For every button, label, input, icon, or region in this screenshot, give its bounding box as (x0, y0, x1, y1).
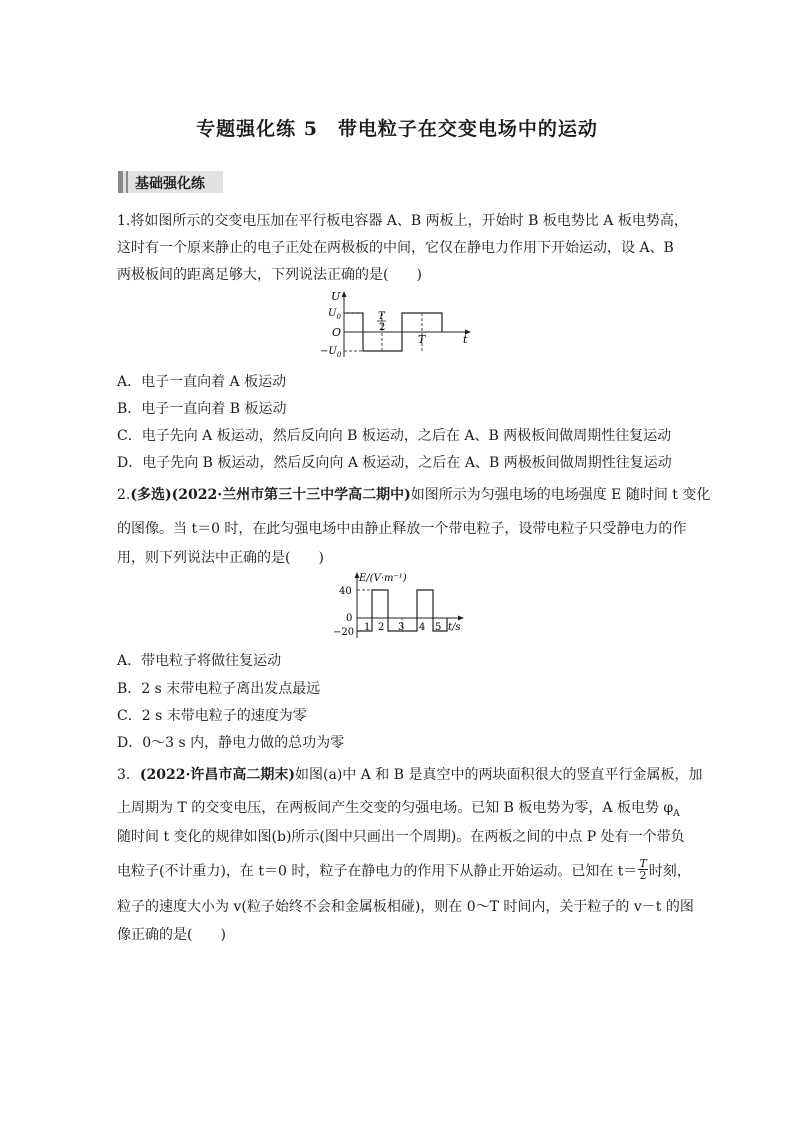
q2-stem-line-3: 用，则下列说法中正确的是( ) (117, 550, 324, 566)
q1-option-d: D．电子先向 B 板运动，然后反向向 A 板运动，之后在 A、B 两极板间做周期性往复运动 (117, 455, 672, 471)
page-title: 专题强化练 5 带电粒子在交变电场中的运动 (196, 118, 598, 140)
section-tag (118, 171, 223, 193)
q1-option-b: B．电子一直向着 B 板运动 (117, 401, 287, 417)
q1-label-origin: O (332, 326, 342, 339)
q1-stem-line-2: 这时有一个原来静止的电子正处在两极板的中间，它仅在静电力作用下开始运动，设 A、B (117, 240, 674, 256)
q3-number: 3． (117, 767, 140, 783)
q2-stem-line-2: 的图像。当 t＝0 时，在此匀强电场中由静止释放一个带电粒子，设带电粒子只受静电力的作 (117, 521, 687, 537)
q1-label-half-t-num: T (378, 311, 385, 322)
q1-label-half-t-den: 2 (379, 322, 386, 333)
q3-stem-line-1 (117, 764, 702, 784)
q2-tick-3: 3 (398, 622, 405, 633)
q3-fraction-den: 2 (639, 869, 647, 882)
section-tag-bar (126, 171, 128, 193)
q2-tick-2: 2 (378, 622, 385, 633)
q3-stem-line-1-rest: 如图(a)中 A 和 B 是真空中的两块面积很大的竖直平行金属板，加 (295, 767, 703, 783)
q1-stem-line-3: 两极板间的距离足够大，下列说法正确的是( ) (117, 267, 422, 283)
q2-option-b: B．2 s 末带电粒子离出发点最远 (117, 681, 321, 697)
q2-label-y: E/(V·m⁻¹) (359, 573, 407, 584)
q1-label-t: t (463, 333, 468, 346)
q3-phi-subscript: A (673, 808, 680, 819)
q2-stem-line-1 (117, 484, 710, 504)
q3-stem-line-6: 像正确的是( ) (117, 927, 226, 943)
q3-fraction (638, 858, 647, 881)
q3-stem-line-2 (117, 797, 680, 819)
q1-stem-line-1: 1.将如图所示的交变电压加在平行板电容器 A、B 两板上，开始时 B 板电势比 A 板电势高， (117, 213, 688, 229)
q1-option-a: A．电子一直向着 A 板运动 (117, 374, 287, 390)
q3-source: (2022·许昌市高二期末) (139, 767, 296, 783)
q2-tick-5: 5 (435, 622, 442, 633)
q2-option-d: D．0～3 s 内，静电力做的总功为零 (117, 735, 345, 751)
q2-label-40: 40 (339, 586, 352, 597)
q1-label-neg-u0: $-U_0$ (320, 346, 342, 359)
q3-stem-line-4-b: 时刻， (648, 863, 691, 880)
q2-stem-line-1-rest: 如图所示为匀强电场的电场强度 E 随时间 t 变化 (410, 487, 711, 503)
section-tag-label: 基础强化练 (135, 176, 205, 192)
q1-label-u: U (331, 290, 341, 303)
q2-label-t: t/s (448, 622, 461, 633)
q2-label-0: 0 (346, 613, 353, 624)
q3-stem-line-4-a: 电粒子(不计重力)，在 t＝0 时，粒子在静电力的作用下从静止开始运动。已知在 t＝ (117, 863, 638, 880)
q2-tick-4: 4 (419, 622, 426, 633)
q2-number: 2. (117, 487, 131, 503)
q1-voltage-graph (318, 289, 478, 361)
q2-field-graph (327, 570, 477, 642)
q2-option-c: C．2 s 末带电粒子的速度为零 (117, 708, 307, 724)
q1-y-axis-arrow (342, 291, 347, 297)
q2-t-axis-arrow (458, 616, 464, 621)
q1-label-period: T (418, 333, 426, 346)
q2-option-a: A．带电粒子将做往复运动 (117, 653, 282, 669)
q2-tick-1: 1 (364, 622, 371, 633)
q3-stem-line-4 (117, 857, 691, 883)
q2-source: (多选)(2022·兰州市第三十三中学高二期中) (130, 487, 411, 503)
q3-fraction-num: T (639, 857, 647, 870)
q1-label-u0: $U_0$ (328, 308, 341, 321)
q2-label-neg20: −20 (333, 627, 355, 638)
q3-stem-line-5: 粒子的速度大小为 v(粒子始终不会和金属板相碰)，则在 0～T 时间内，关于粒子的 v－t 的图 (117, 899, 694, 915)
q1-option-c: C．电子先向 A 板运动，然后反向向 B 板运动，之后在 A、B 两极板间做周期性往复运动 (117, 428, 672, 444)
q3-stem-line-2-text: 上周期为 T 的交变电压，在两板间产生交变的匀强电场。已知 B 板电势为零，A 板电势 φ (117, 800, 674, 816)
q3-stem-line-3: 随时间 t 变化的规律如图(b)所示(图中只画出一个周期)。在两板之间的中点 P 处有一个带负 (117, 829, 685, 845)
